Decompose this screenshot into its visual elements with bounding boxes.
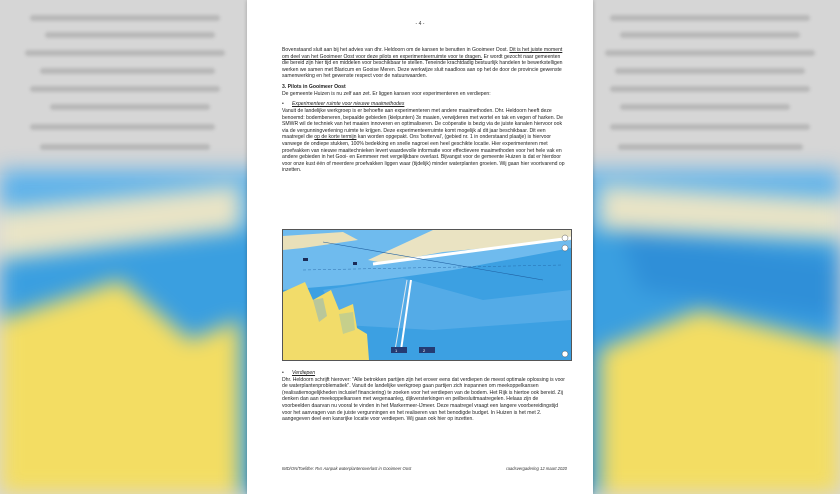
intro-rest-text: Er wordt gezocht naar gemeenten die bereid zijn hier tijd en middelen voor beschikbaar te stellen. Teneinde krachtdadig bestuurlijk handelen te bewerkstelligen werken we samen met Blaricum en Gooise Meren. Deze werkwijze sluit naadloos aan op het de door de provincie gewenste samenwerking en het gewenste respect voor de natuurwaarden. [282, 53, 563, 80]
bullet-experiment-underlined: op de korte termijn [314, 134, 357, 141]
document-body [282, 47, 567, 177]
intro-text: Bovenstaand sluit aan bij het advies van dhr. Heldoorn om de kansen te benutten in Gooimeer Oost. [282, 47, 508, 53]
section-intro: De gemeente Huizen is nu zelf aan zet. Er liggen kansen voor experimenteren en verdiepen: [282, 91, 491, 98]
document-page [247, 0, 593, 494]
intro-paragraph [282, 47, 567, 80]
intro-underlined-text: Dit is het juiste moment om deel van het Gooimeer Oost voor deze pilots en experimenteerruimte voor te dragen. [282, 47, 563, 60]
footer-right: raadsvergadering 12 maart 2020 [506, 466, 567, 471]
footer-left: IMD/ON/Toelithe: Rvs Aanpak waterplantenoverlast in Gooimeer Oost [282, 466, 412, 471]
bullet-verdiepen-text: Dhr. Heldoorn schrijft hierover: "Alle betrokken partijen zijn het erover eens dat verdiepen de meest optimale oplossing is voor de waterplantenproblematiek". Vanuit de landelijke werkgroep gaan partijen zich inspannen om meekoppelkansen (realisatiemogelijkheden inclusief financiering) te zoeken voor het verdiepen van de bodem. Het Rijk is hiertoe ook bereid. Zij denken dan aan meekoppelkansen met wegenaanleg, dijkversterkingen en peilbesluitmaatregelen. Helaas zijn de voorbeelden daarvan nu vooral te vinden in het Markermeer-IJmeer. Deze maatregel vraagt een langere voorbereidingstijd voor het aanvragen van de juiste vergunningen en het realiseren van het benodigde budget. In Huizen is het met 2. aangegeven deel een kansrijke locatie voor verdiepen. Wij gaan ook hier op inzetten. [282, 376, 565, 423]
map-label-1: 1 [395, 348, 398, 353]
bullet-experiment-text [282, 108, 567, 174]
page-number: - 4 - [415, 21, 425, 27]
bullet-experiment [282, 101, 567, 108]
page-footer [282, 466, 567, 471]
bullet-experiment-title: Experimenteer ruimte voor nieuwe maaimethodes [292, 101, 405, 108]
nautical-map [282, 229, 572, 361]
bullet-experiment-text-b: kan worden opgepakt. Ons 'botterval', (gebied nr. 1 in onderstaand plaatje) is hiervoor vanwege de ondiepe stukken, 100% bedekking en snelle nagroei een heel geschikte locatie. Hier experimenteren met proefvakken van nieuwe maaitechnieken levert waardevolle informatie voor effectievere maaimethoden voor het hele vak en andere gebieden in het Gooi- en Eemmeer met vergelijkbare overlast. Bijvangst voor de gemeente Huizen is dat er hierdoor voor onze kust één of meerdere proefvakken liggen waar (tijdelijk) minder waterplanten groeien. Wij gaan hier voortvarend op inzetten. [282, 134, 565, 174]
map-label-2: 2 [423, 348, 426, 353]
document-body-2 [282, 367, 567, 423]
bullet-verdiepen [282, 370, 567, 377]
map-graphic [283, 230, 571, 360]
bullet-icon: • [282, 101, 284, 108]
section-title: 3. Pilots in Gooimeer Oost [282, 83, 346, 90]
bullet-verdiepen-title: Verdiepen [292, 370, 316, 376]
bullet-experiment-text-a: Vanuit de landelijke werkgroep is er behoefte aan experimenteren met andere maaimethoden. Dhr. Heldoorn heeft deze benoemd: bodembeneren, bepaalde gebieden (kielpunten) 3x maaien, verwijderen met wortel en tak en vegen of harken. De SMWR wil de techniek van het maaien innoveren en optimaliseren. De coöperatie is bezig via de juiste kanalen hiervoor ook via de vergunningverlening ruimte te krijgen. Deze experimenteerruimte komt mogelijk al dit jaar beschikbaar. Dit een maatregel die [282, 107, 563, 141]
bullet-icon: • [282, 370, 284, 376]
